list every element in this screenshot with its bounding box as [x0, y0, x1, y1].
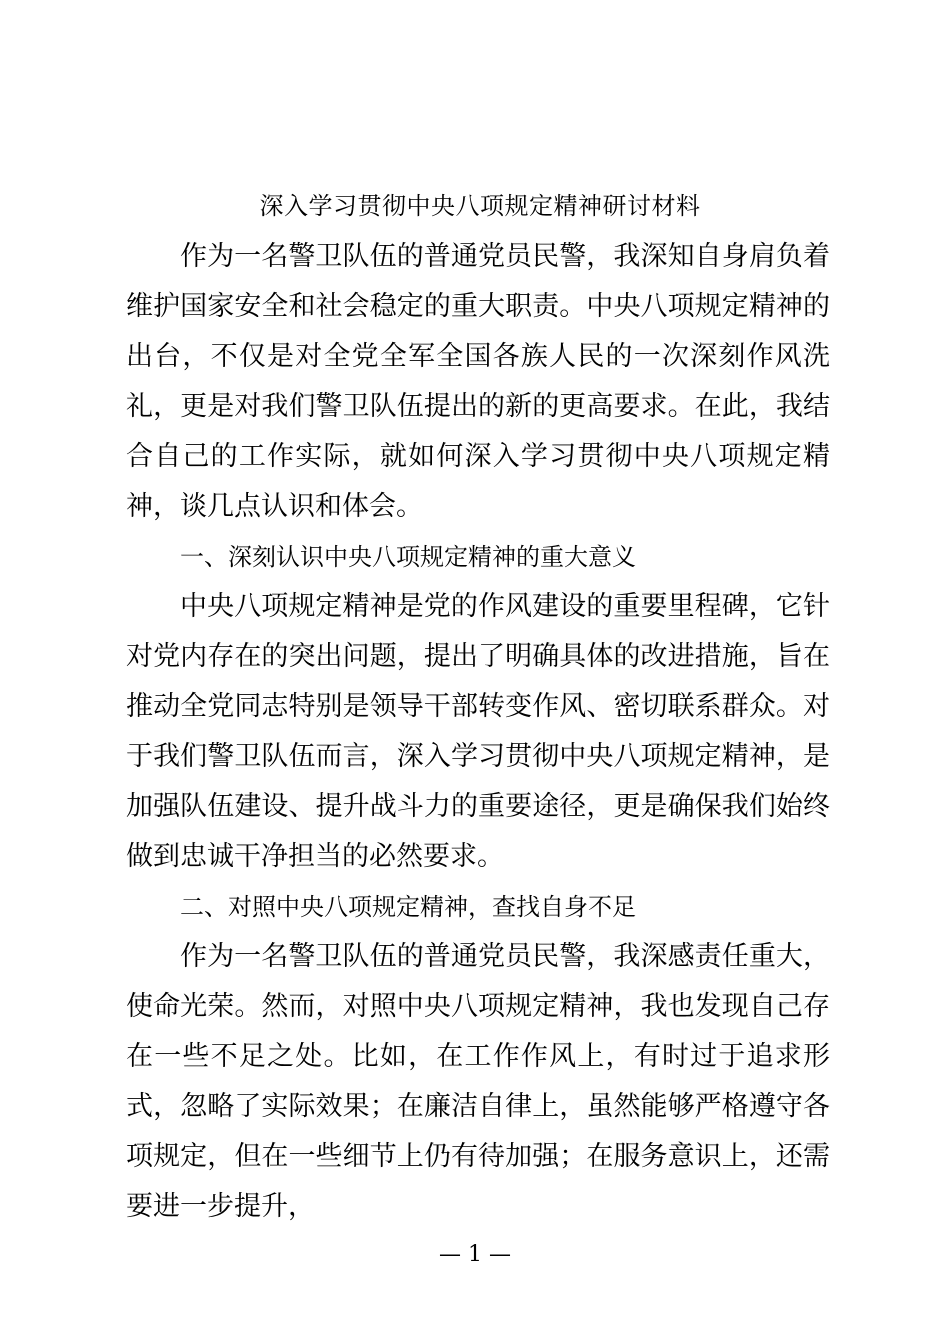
document-title: 深入学习贯彻中央八项规定精神研讨材料: [259, 192, 701, 220]
document-body: [126, 232, 830, 1232]
paragraph-section-2: 作为一名警卫队伍的普通党员民警，我深感责任重大，使命光荣。然而，对照中央八项规定精神，我也发现自己存在一些不足之处。比如，在工作作风上，有时过于追求形式，忽略了实际效果；在廉洁自律上，虽然能够严格遵守各项规定，但在一些细节上仍有待加强；在服务意识上，还需要进一步提升，: [126, 941, 830, 1222]
section-heading-2: 二、对照中央八项规定精神，查找自身不足: [180, 893, 636, 921]
section-heading-1: 一、深刻认识中央八项规定精神的重大意义: [180, 543, 636, 571]
paragraph-intro: 作为一名警卫队伍的普通党员民警，我深知自身肩负着维护国家安全和社会稳定的重大职责。中央八项规定精神的出台，不仅是对全党全军全国各族人民的一次深刻作风洗礼，更是对我们警卫队伍提出的新的更高要求。在此，我结合自己的工作实际，就如何深入学习贯彻中央八项规定精神，谈几点认识和体会。: [126, 241, 830, 522]
page-number: — 1 —: [439, 1242, 511, 1267]
paragraph-section-1: 中央八项规定精神是党的作风建设的重要里程碑，它针对党内存在的突出问题，提出了明确具体的改进措施，旨在推动全党同志特别是领导干部转变作风、密切联系群众。对于我们警卫队伍而言，深入学习贯彻中央八项规定精神，是加强队伍建设、提升战斗力的重要途径，更是确保我们始终做到忠诚干净担当的必然要求。: [126, 591, 830, 872]
